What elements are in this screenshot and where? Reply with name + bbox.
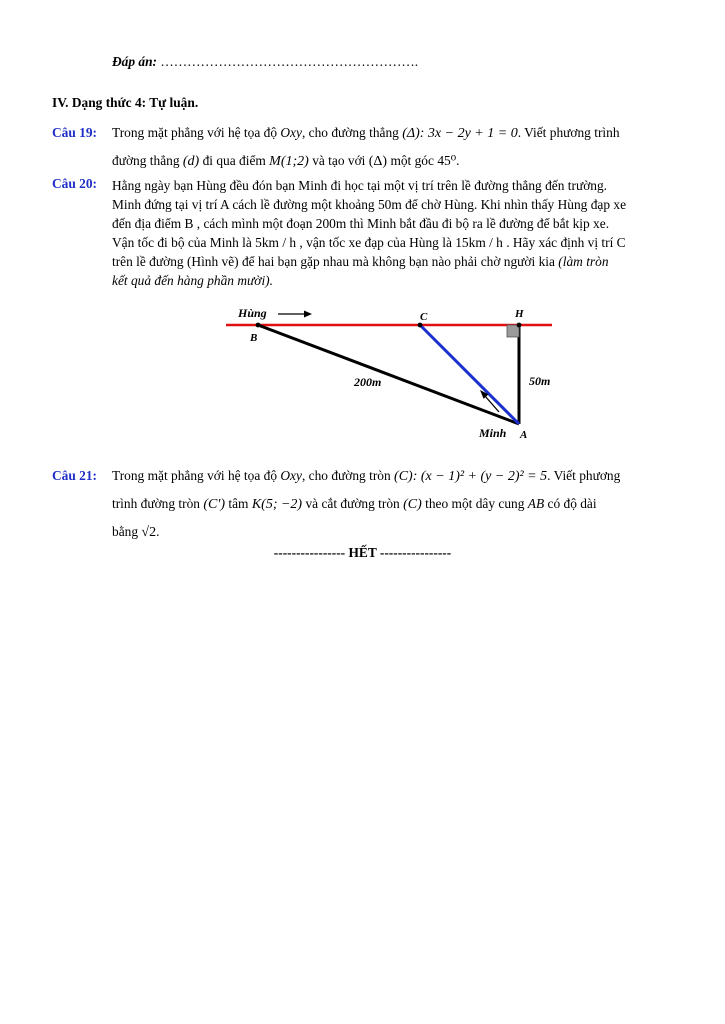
q21-chord-AB: AB (527, 496, 545, 511)
q21-center-K: K(5; −2) (251, 497, 303, 512)
answer-label: Đáp án: (112, 54, 158, 69)
label-200m: 200m (354, 375, 382, 389)
answer-line (112, 54, 418, 70)
q19-delta: (Δ) (368, 154, 388, 169)
road-figure (220, 300, 560, 450)
q19-point-M: M(1;2) (269, 154, 309, 169)
q19-text-a: Trong mặt phẳng với hệ tọa độ (112, 125, 278, 140)
q19-angle: 45⁰. (437, 153, 460, 168)
q19-text-b: , cho đường thẳng (301, 125, 399, 140)
q19-text-d: đường thẳng (112, 153, 180, 168)
q21-text-j: . (156, 524, 160, 539)
hung-arrowhead (304, 311, 312, 318)
point-C (418, 323, 423, 328)
label-C: C (420, 311, 428, 323)
q19-line-d: (d) (182, 154, 200, 169)
right-angle-mark (507, 325, 519, 337)
q21-line3 (112, 524, 159, 541)
q20-line5-italic: (làm tròn (558, 254, 609, 269)
label-50m: 50m (529, 374, 551, 388)
q21-text-h: có độ dài (547, 496, 597, 511)
q19-line1 (112, 125, 620, 142)
label-hung: Hùng (238, 306, 267, 320)
q20-line5-text: trên lề đường (Hình vẽ) để hai bạn gặp nhau mà không bạn nào phải chờ người kia (112, 254, 555, 269)
q20-line2: Minh đứng tại vị trí A cách lề đường một khoảng 50m để chờ Hùng. Khi nhìn thấy Hùng đạp xe (112, 197, 627, 212)
label-minh: Minh (479, 426, 507, 440)
q19-delta-equation: (Δ): 3x − 2y + 1 = 0 (402, 126, 518, 141)
q20-label: Câu 20: (52, 176, 98, 191)
answer-dots: …………………………………………………. (160, 54, 419, 69)
q21-oxy: Oxy (280, 468, 302, 483)
q21-text-i: bằng (112, 524, 139, 539)
q21-text-b: , cho đường tròn (301, 468, 391, 483)
section-title: IV. Dạng thức 4: Tự luận. (52, 95, 199, 110)
label-H: H (515, 308, 524, 320)
q21-text-e: tâm (228, 496, 249, 511)
q21-circle-C: (C) (403, 497, 422, 512)
q19-text-f: và tạo với (312, 153, 366, 168)
q21-text-d: trình đường tròn (112, 496, 200, 511)
q21-circle-equation: (C): (x − 1)² + (y − 2)² = 5 (394, 469, 548, 484)
q21-circle-Cprime: (C') (203, 497, 225, 512)
q21-line1 (112, 468, 620, 485)
point-B (256, 323, 261, 328)
segment-CA (420, 325, 519, 424)
q21-text-f: và cắt đường tròn (305, 496, 400, 511)
q21-text-c: . Viết phương (547, 468, 621, 483)
q21-text-a: Trong mặt phẳng với hệ tọa độ (112, 468, 278, 483)
q21-line2 (112, 496, 597, 513)
q21-sqrt2: √2 (141, 525, 157, 540)
q20-line4: Vận tốc đi bộ của Minh là 5km / h , vận tốc xe đạp của Hùng là 15km / h . Hãy xác định vị trí C (112, 235, 626, 250)
point-H (517, 323, 522, 328)
q20-line1: Hằng ngày bạn Hùng đều đón bạn Minh đi học tại một vị trí trên lề đường thẳng đến trường. (112, 178, 608, 193)
label-A: A (520, 429, 528, 441)
label-B: B (250, 332, 258, 344)
q19-line2 (112, 153, 459, 170)
q19-oxy: Oxy (280, 125, 302, 140)
q21-label: Câu 21: (52, 468, 98, 483)
q19-label: Câu 19: (52, 125, 98, 140)
q19-text-g: một góc (390, 153, 434, 168)
q20-line3: đến địa điểm B , cách mình một đoạn 200m thì Minh bắt đầu đi bộ ra lề đường để bắt kịp xe. (112, 216, 610, 231)
q19-text-e: đi qua điểm (202, 153, 266, 168)
q21-text-g: theo một dây cung (425, 496, 525, 511)
q19-text-c: . Viết phương trình (517, 125, 620, 140)
q20-line5 (112, 252, 609, 271)
q20-line6: kết quả đến hàng phần mười). (112, 273, 273, 288)
end-marker: ---------------- HẾT ---------------- (273, 545, 452, 560)
segment-BA (258, 325, 519, 424)
